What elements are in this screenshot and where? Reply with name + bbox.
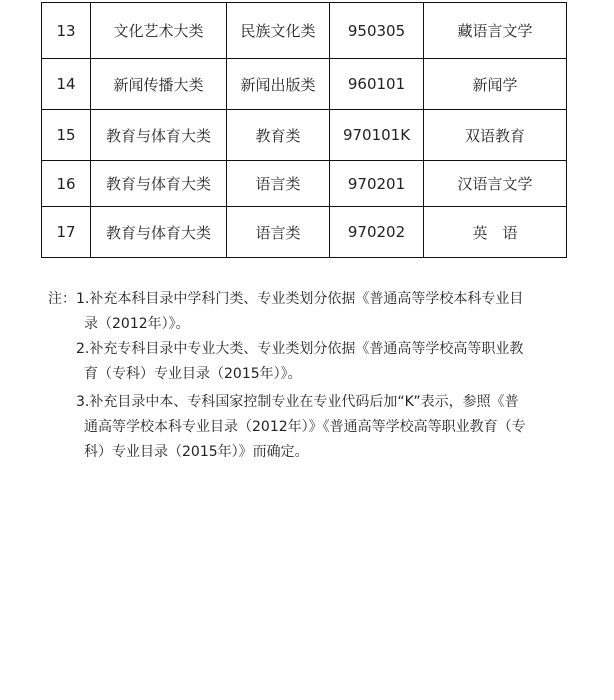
major-class: 教育类 [227, 110, 330, 161]
note-1-line-1: 1.补充本科目录中学科门类、专业类划分依据《普通高等学校本科专业目 [76, 291, 524, 307]
major-name: 双语教育 [424, 110, 567, 161]
major-class: 新闻出版类 [227, 59, 330, 110]
table-row [42, 110, 567, 161]
row-number: 13 [42, 3, 91, 59]
note-3-line-2: 通高等学校本科专业目录（2012年）》《普通高等学校高等职业教育（专 [84, 419, 526, 435]
row-number: 15 [42, 110, 91, 161]
major-name: 新闻学 [424, 59, 567, 110]
major-code: 970202 [330, 207, 424, 258]
major-name: 英 语 [424, 207, 567, 258]
table-row [42, 161, 567, 207]
note-3-line-3: 科）专业目录（2015年）》而确定。 [84, 444, 309, 460]
major-category: 新闻传播大类 [91, 59, 227, 110]
major-code: 970101K [330, 110, 424, 161]
major-class: 民族文化类 [227, 3, 330, 59]
major-code: 950305 [330, 3, 424, 59]
major-name: 汉语言文学 [424, 161, 567, 207]
table-row [42, 59, 567, 110]
major-class: 语言类 [227, 161, 330, 207]
note-2-line-1: 2.补充专科目录中专业大类、专业类划分依据《普通高等学校高等职业教 [76, 341, 524, 357]
major-name: 藏语言文学 [424, 3, 567, 59]
row-number: 16 [42, 161, 91, 207]
note-1-line-2: 录（2012年）》。 [84, 316, 190, 332]
major-category: 教育与体育大类 [91, 161, 227, 207]
note-3-line-1: 3.补充目录中本、专科国家控制专业在专业代码后加“K”表示，参照《普 [76, 394, 519, 410]
major-category: 教育与体育大类 [91, 207, 227, 258]
table-row [42, 207, 567, 258]
note-2-line-2: 育（专科）专业目录（2015年）》。 [84, 366, 302, 382]
major-catalog-table [41, 2, 567, 258]
row-number: 14 [42, 59, 91, 110]
major-category: 文化艺术大类 [91, 3, 227, 59]
major-category: 教育与体育大类 [91, 110, 227, 161]
notes-prefix: 注： [48, 291, 76, 307]
row-number: 17 [42, 207, 91, 258]
table-row [42, 3, 567, 59]
major-class: 语言类 [227, 207, 330, 258]
major-code: 970201 [330, 161, 424, 207]
major-code: 960101 [330, 59, 424, 110]
